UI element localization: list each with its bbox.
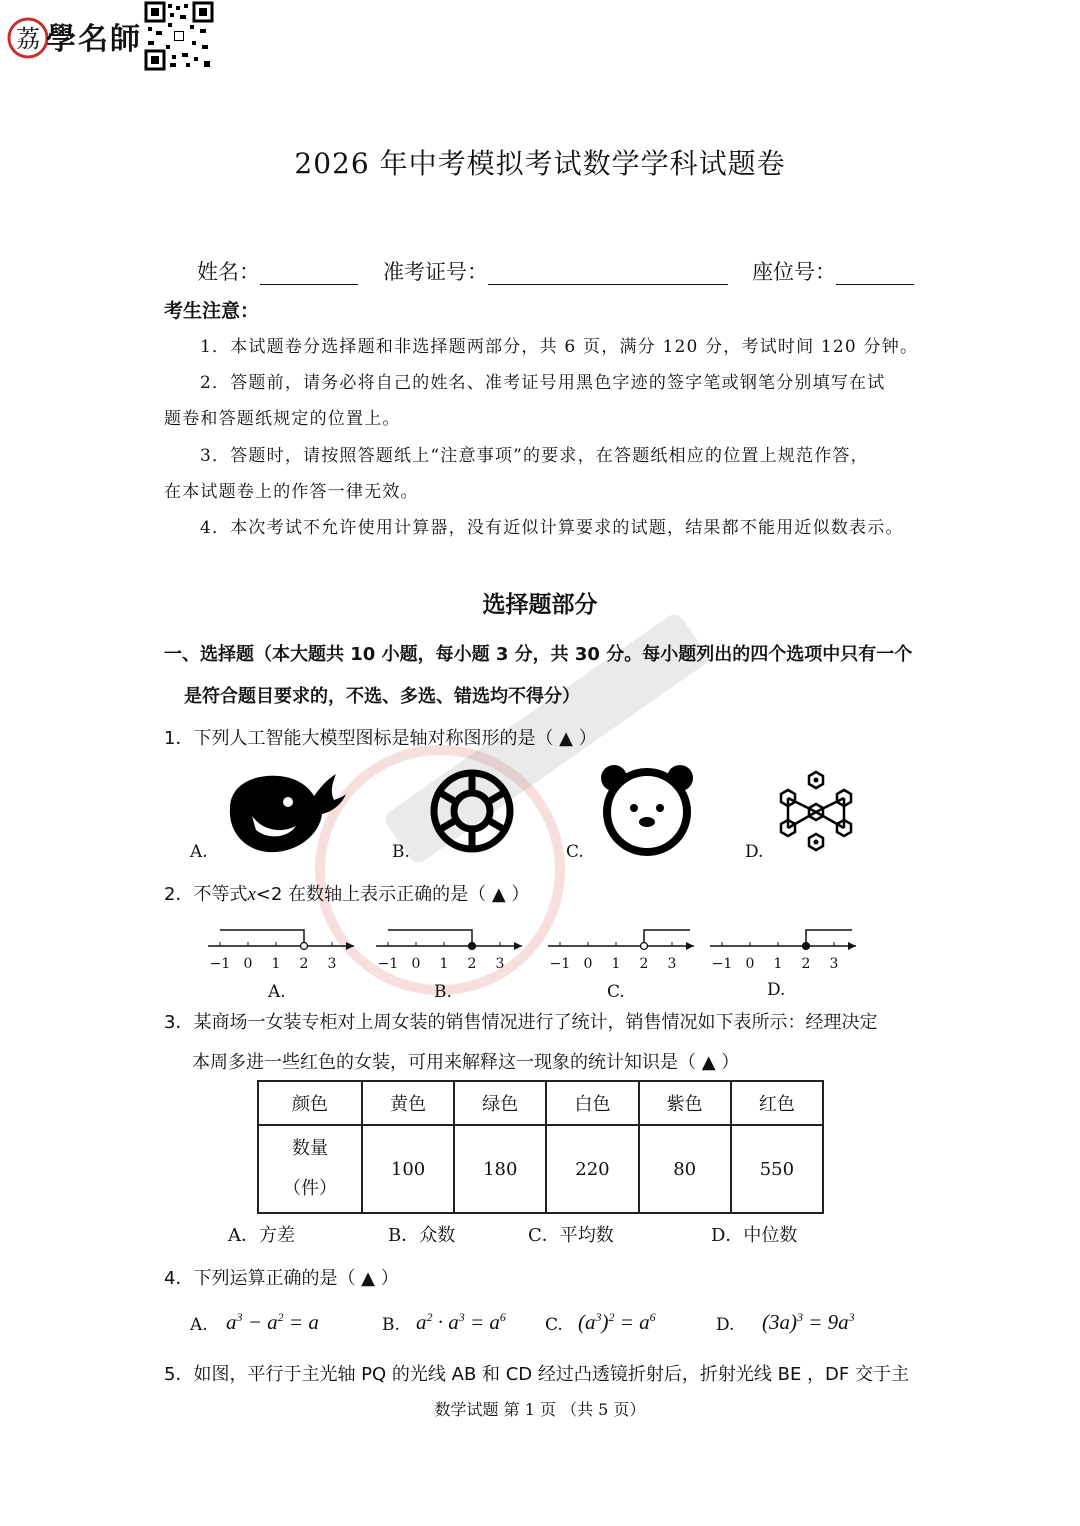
notice-item-3: 3．答题时，请按照答题纸上“注意事项”的要求，在答题纸相应的位置上规范作答， — [200, 446, 869, 466]
number-line-tick-label: 0 — [583, 956, 593, 972]
q3-option-d[interactable]: D．中位数 — [711, 1225, 798, 1246]
table-cell: 180 — [454, 1125, 546, 1213]
name-field[interactable] — [260, 260, 358, 285]
q3-option-b[interactable]: B．众数 — [388, 1225, 456, 1246]
notice-item-2-cont: 题卷和答题纸规定的位置上。 — [164, 409, 401, 429]
svg-text:荔: 荔 — [16, 25, 40, 53]
number-line-tick-label: 0 — [243, 956, 253, 972]
table-row — [258, 1081, 823, 1125]
number-line-tick-label: 2 — [299, 956, 309, 972]
section-title: 选择题部分 — [482, 592, 598, 618]
knot-logo-icon — [427, 766, 517, 856]
solution-ray — [806, 930, 852, 946]
name-field-row — [197, 256, 358, 286]
solution-ray — [220, 930, 304, 946]
q3-stem-line-2: 本周多进一些红色的女装，可用来解释这一现象的统计知识是（ ▲ ） — [192, 1052, 740, 1073]
table-header-cell: 黄色 — [362, 1081, 454, 1125]
q2-stem-pre: 2．不等式 — [164, 884, 248, 905]
number-line-tick-label: 1 — [773, 956, 783, 972]
q4-formula-c: $(a^3)^2 = a^6$ — [578, 1310, 656, 1334]
q4-formula-d: $(3a)^3 = 9a^3$ — [762, 1310, 855, 1334]
q3-option-c[interactable]: C．平均数 — [528, 1225, 614, 1246]
number-line-tick-label: 2 — [801, 956, 811, 972]
q1-option-a[interactable]: A. — [190, 842, 208, 862]
number-line-tick-label: 2 — [639, 956, 649, 972]
q2-option-d[interactable]: D. — [767, 980, 786, 1000]
table-row-label — [258, 1125, 362, 1213]
exam-id-label: 准考证号： — [383, 260, 488, 284]
exam-id-field-row — [383, 256, 728, 286]
table-header-cell: 绿色 — [454, 1081, 546, 1125]
notice-item-3-cont: 在本试题卷上的作答一律无效。 — [164, 482, 419, 502]
qr-code-icon[interactable] — [144, 1, 214, 71]
q4-formula-a: $a^3 - a^2 = a$ — [226, 1310, 319, 1334]
whale-logo-icon — [222, 768, 346, 854]
table-header-cell: 红色 — [731, 1081, 823, 1125]
q5-stem: 5．如图，平行于主光轴 PQ 的光线 AB 和 CD 经过凸透镜折射后，折射光线 BE ，DF 交于主 — [164, 1364, 909, 1385]
q3-option-a[interactable]: A．方差 — [228, 1225, 295, 1246]
table-cell: 550 — [731, 1125, 823, 1213]
solution-ray — [644, 930, 690, 946]
q2-variable: x — [247, 884, 256, 905]
q1-option-c[interactable]: C. — [566, 842, 584, 862]
q2-stem — [164, 880, 529, 906]
table-cell: 80 — [639, 1125, 731, 1213]
q4-stem: 4．下列运算正确的是（ ▲ ） — [164, 1268, 399, 1289]
number-line-tick-label: 3 — [327, 956, 337, 972]
seat-field-row — [752, 256, 914, 286]
table-header-cell: 白色 — [546, 1081, 638, 1125]
q2-option-b[interactable]: B. — [434, 982, 452, 1002]
number-line-tick-label: −1 — [549, 956, 571, 972]
q4-option-c[interactable]: C. — [545, 1315, 563, 1335]
number-line-tick-label: 3 — [667, 956, 677, 972]
table-cell: 100 — [362, 1125, 454, 1213]
q1-option-b[interactable]: B. — [392, 842, 410, 862]
brand-seal-icon — [6, 12, 50, 60]
number-line-tick-label: −1 — [209, 956, 231, 972]
exam-title: 2026 年中考模拟考试数学学科试题卷 — [294, 147, 786, 180]
open-point — [641, 943, 648, 950]
number-line-tick-label: 3 — [829, 956, 839, 972]
table-cell: 220 — [546, 1125, 638, 1213]
notice-item-4: 4．本次考试不允许使用计算器，没有近似计算要求的试题，结果都不能用近似数表示。 — [200, 518, 904, 538]
q1-option-d[interactable]: D. — [745, 842, 764, 862]
q2-option-a[interactable]: A. — [268, 982, 286, 1002]
number-line-arrow-icon — [346, 942, 354, 950]
notice-item-2: 2．答题前，请务必将自己的姓名、准考证号用黑色字迹的签字笔或钢笔分别填写在试 — [200, 373, 886, 393]
seat-label: 座位号： — [752, 260, 836, 284]
number-line-tick-label: 1 — [439, 956, 449, 972]
number-line-tick-label: 0 — [745, 956, 755, 972]
q4-option-d[interactable]: D. — [716, 1315, 735, 1335]
q2-stem-post: <2 在数轴上表示正确的是（ ▲ ） — [255, 884, 530, 905]
closed-point — [469, 943, 476, 950]
sales-table — [257, 1080, 824, 1214]
number-line-tick-label: 1 — [611, 956, 621, 972]
notice-heading: 考生注意： — [164, 300, 260, 322]
qty-label-line-2: （件） — [283, 1178, 337, 1199]
q2-option-c[interactable]: C. — [607, 982, 625, 1002]
closed-point — [803, 943, 810, 950]
network-logo-icon — [776, 768, 856, 852]
q4-option-b[interactable]: B. — [382, 1315, 400, 1335]
number-line-arrow-icon — [514, 942, 522, 950]
number-line-tick-label: −1 — [377, 956, 399, 972]
table-header-cell: 颜色 — [258, 1081, 362, 1125]
number-line-tick-label: 2 — [467, 956, 477, 972]
number-line-arrow-icon — [848, 942, 856, 950]
number-line-arrow-icon — [686, 942, 694, 950]
q4-formula-b: $a^2 \cdot a^3 = a^6$ — [416, 1310, 506, 1334]
q1-stem: 1．下列人工智能大模型图标是轴对称图形的是（ ▲ ） — [164, 728, 597, 749]
open-point — [301, 943, 308, 950]
number-line-tick-label: 0 — [411, 956, 421, 972]
number-line-tick-label: 1 — [271, 956, 281, 972]
qty-label-line-1: 数量 — [292, 1138, 328, 1159]
q3-stem-line-1: 3．某商场一女装专柜对上周女装的销售情况进行了统计，销售情况如下表所示：经理决定 — [164, 1012, 878, 1033]
exam-id-field[interactable] — [488, 260, 728, 285]
solution-ray — [388, 930, 472, 946]
bear-logo-icon — [600, 764, 694, 856]
page-footer: 数学试题 第 1 页 （共 5 页） — [434, 1400, 646, 1419]
notice-item-1: 1．本试题卷分选择题和非选择题两部分，共 6 页，满分 120 分，考试时间 120 分钟。 — [200, 337, 919, 357]
part-one-line-2: 是符合题目要求的，不选、多选、错选均不得分） — [184, 686, 580, 707]
brand-name: 學名師 — [46, 22, 142, 57]
number-line-tick-label: 3 — [495, 956, 505, 972]
name-label: 姓名： — [197, 260, 260, 284]
q4-option-a[interactable]: A. — [190, 1315, 208, 1335]
part-one-line-1: 一、选择题（本大题共 10 小题，每小题 3 分，共 30 分。每小题列出的四个选项中只有一个 — [164, 644, 913, 665]
seat-field[interactable] — [836, 260, 914, 285]
table-header-cell: 紫色 — [639, 1081, 731, 1125]
number-line-tick-label: −1 — [711, 956, 733, 972]
table-row — [258, 1125, 823, 1213]
